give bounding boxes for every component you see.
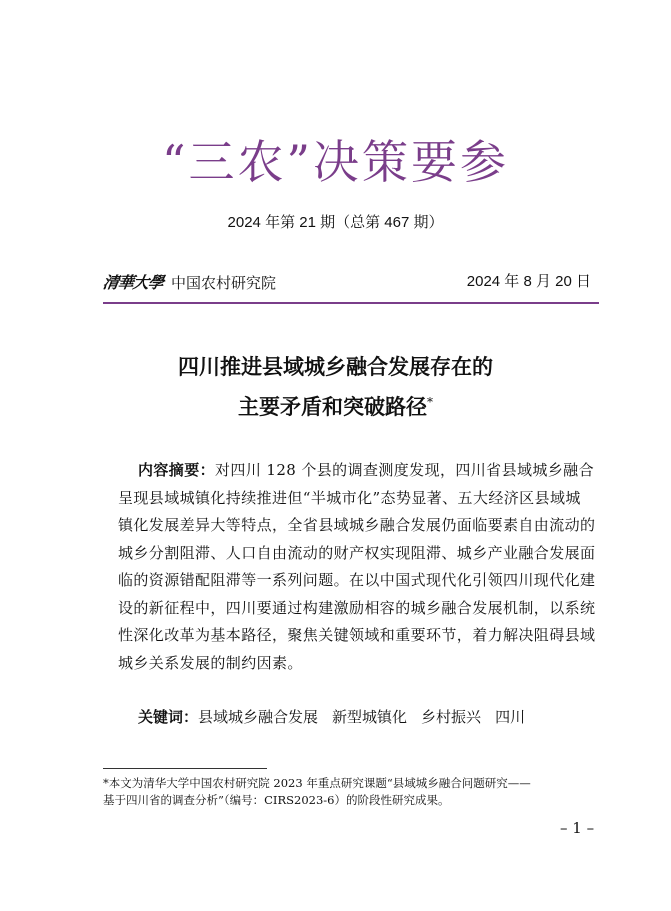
keyword: 县域城乡融合发展 <box>198 708 319 726</box>
footnote-marker: * <box>427 395 433 409</box>
abstract-text: 对四川 128 个县的调查测度发现，四川省县域城乡融合 <box>215 461 594 479</box>
keywords <box>138 706 539 729</box>
keyword: 乡村振兴 <box>421 708 482 726</box>
footnote <box>103 775 603 809</box>
footnote-divider <box>103 768 267 769</box>
publisher-name: 中国农村研究院 <box>171 274 277 292</box>
keyword: 新型城镇化 <box>332 708 408 726</box>
abstract <box>118 457 601 677</box>
publisher-row <box>103 270 599 294</box>
masthead-title: “三农”决策要参 <box>161 135 510 189</box>
abstract-label: 内容摘要： <box>138 462 216 479</box>
footnote-line1: *本文为清华大学中国农村研究院 2023 年重点研究课题“县域城乡融合问题研究—— <box>103 776 531 790</box>
publish-date: 2024 年 8 月 20 日 <box>466 273 591 290</box>
issue-number: 2024 年第 21 期（总第 467 期） <box>227 214 444 231</box>
footnote-line2: 基于四川省的调查分析”（编号：CIRS2023-6）的阶段性研究成果。 <box>103 793 450 807</box>
article-title-line2 <box>0 387 671 427</box>
abstract-line <box>118 457 601 485</box>
abstract-line: 设的新征程中，四川要通过构建激励相容的城乡融合发展机制，以系统 <box>118 598 596 617</box>
article-title-line2-text: 主要矛盾和突破路径 <box>238 394 427 419</box>
abstract-line: 临的资源错配阻滞等一系列问题。在以中国式现代化引领四川现代化建 <box>118 571 596 589</box>
abstract-line: 城乡关系发展的制约因素。 <box>118 653 303 672</box>
keywords-label: 关键词： <box>138 709 199 726</box>
keyword: 四川 <box>495 708 526 726</box>
article-title <box>0 347 671 427</box>
tsinghua-logo: 清華大學 <box>101 273 165 292</box>
article-title-line1: 四川推进县域城乡融合发展存在的 <box>178 354 493 379</box>
abstract-line: 呈现县域城镇化持续推进但“半城市化”态势显著、五大经济区县域城 <box>118 488 581 507</box>
page-number: – 1 – <box>560 819 595 837</box>
abstract-line: 城乡分割阻滞、人口自由流动的财产权实现阻滞、城乡产业融合发展面 <box>118 543 596 562</box>
abstract-line: 性深化改革为基本路径，聚焦关键领域和重要环节，着力解决阻碍县域 <box>118 626 596 644</box>
publisher <box>103 270 276 293</box>
header-divider <box>103 302 599 304</box>
abstract-line: 镇化发展差异大等特点，全省县域城乡融合发展仍面临要素自由流动的 <box>118 516 596 534</box>
